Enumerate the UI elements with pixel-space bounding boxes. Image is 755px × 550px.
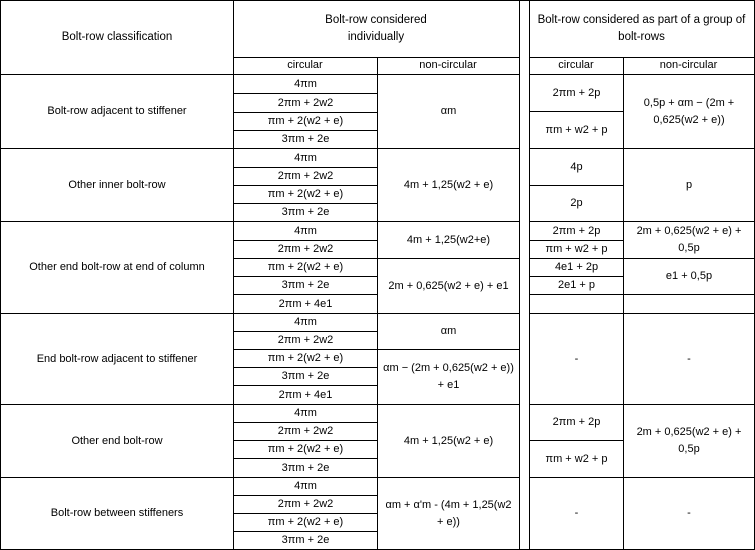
individual-circular-value: 4πm [294, 407, 317, 419]
individual-circular-value: 4πm [294, 480, 317, 492]
individual-circular-value: 2πm + 2w2 [277, 243, 334, 255]
individual-circular-value: πm + 2(w2 + e) [267, 352, 344, 364]
individual-circular-value: 3πm + 2e [281, 534, 330, 546]
individual-noncircular-value: 4m + 1,25(w2 + e) [403, 178, 494, 191]
row-classification-label: Bolt-row adjacent to stiffener [47, 105, 187, 117]
individual-circular-value: πm + 2(w2 + e) [267, 261, 344, 273]
group-circular-value: 4p [570, 160, 583, 173]
header-rule [529, 57, 755, 58]
row-classification-label: Other end bolt-row at end of column [29, 261, 205, 273]
individual-noncircular-value: αm [440, 105, 457, 117]
individual-circular-value: 4πm [294, 151, 317, 164]
individual-noncircular-value: 2m + 0,625(w2 + e) + e1 [388, 279, 509, 292]
row-classification-label: Bolt-row between stiffeners [50, 507, 184, 519]
group-circular-value: 2p [570, 197, 583, 209]
group-circular-value: 4e1 + 2p [554, 261, 599, 273]
individual-circular-value: 4πm [294, 224, 317, 237]
individual-circular-value: 2πm + 2w2 [277, 170, 334, 182]
individual-circular-value: πm + 2(w2 + e) [267, 115, 344, 127]
group-circular-value: 2πm + 2p [552, 86, 601, 99]
individual-circular-value: 3πm + 2e [281, 370, 330, 382]
individual-circular-value: πm + 2(w2 + e) [267, 188, 344, 200]
row-classification-label: End bolt-row adjacent to stiffener [36, 352, 198, 365]
individual-noncircular-value: 4m + 1,25(w2 + e) [403, 434, 494, 447]
group-circular-value: πm + w2 + p [545, 123, 608, 136]
header-individually: Bolt-row considered individually [325, 14, 427, 43]
group-noncircular-value: 2m + 0,625(w2 + e) + 0,5p [636, 225, 742, 254]
cell-rule [623, 294, 755, 295]
individual-circular-value: 2πm + 2w2 [277, 96, 334, 109]
group-circular-value: 2e1 + p [557, 279, 595, 291]
individual-circular-value: 2πm + 2w2 [277, 498, 334, 510]
header-grp-noncircular: non-circular [659, 59, 718, 71]
individual-circular-value: 2πm + 4e1 [278, 388, 333, 401]
group-noncircular-value: 0,5p + αm − (2m + 0,625(w2 + e)) [643, 96, 735, 126]
group-circular-value: 2πm + 2p [552, 416, 601, 428]
group-circular-value: πm + w2 + p [545, 452, 608, 465]
group-noncircular-value: 2m + 0,625(w2 + e) + 0,5p [636, 426, 742, 455]
individual-circular-value: 3πm + 2e [281, 133, 330, 145]
group-circular-value: πm + w2 + p [545, 243, 608, 255]
individual-noncircular-value: αm − (2m + 0,625(w2 + e)) + e1 [383, 362, 514, 391]
row-classification-label: Other end bolt-row [71, 434, 163, 447]
individual-circular-value: πm + 2(w2 + e) [267, 516, 344, 528]
individual-noncircular-value: αm + α'm - (4m + 1,25(w2 + e)) [385, 498, 512, 528]
individual-noncircular-value: αm [440, 325, 457, 337]
group-circular-value: - [574, 352, 579, 365]
individual-circular-value: 3πm + 2e [281, 279, 330, 291]
cell-rule [529, 294, 624, 295]
header-rule [233, 57, 520, 58]
individual-noncircular-value: 4m + 1,25(w2+e) [406, 233, 491, 246]
individual-circular-value: 2πm + 2w2 [277, 334, 334, 346]
header-group: Bolt-row considered as part of a group of bolt-rows [537, 14, 746, 43]
individual-circular-value: 4πm [294, 77, 317, 90]
header-ind-circular: circular [287, 59, 323, 71]
group-noncircular-value: - [687, 352, 691, 365]
row-classification-label: Other inner bolt-row [68, 178, 166, 191]
table-top-border [0, 0, 755, 1]
individual-circular-value: 3πm + 2e [281, 461, 330, 474]
group-noncircular-value: e1 + 0,5p [665, 270, 713, 282]
header-grp-circular: circular [558, 59, 594, 71]
group-circular-value: 2πm + 2p [552, 224, 601, 237]
individual-circular-value: 2πm + 4e1 [278, 297, 333, 310]
group-divider-left [519, 0, 520, 550]
individual-circular-value: πm + 2(w2 + e) [267, 443, 344, 455]
group-circular-value: - [574, 507, 579, 519]
header-classification: Bolt-row classification [61, 31, 173, 43]
individual-circular-value: 4πm [294, 316, 317, 328]
group-noncircular-value: - [687, 507, 691, 519]
individual-circular-value: 3πm + 2e [281, 206, 330, 218]
individual-circular-value: 2πm + 2w2 [277, 425, 334, 437]
group-noncircular-value: p [685, 178, 693, 191]
header-ind-noncircular: non-circular [419, 59, 477, 71]
